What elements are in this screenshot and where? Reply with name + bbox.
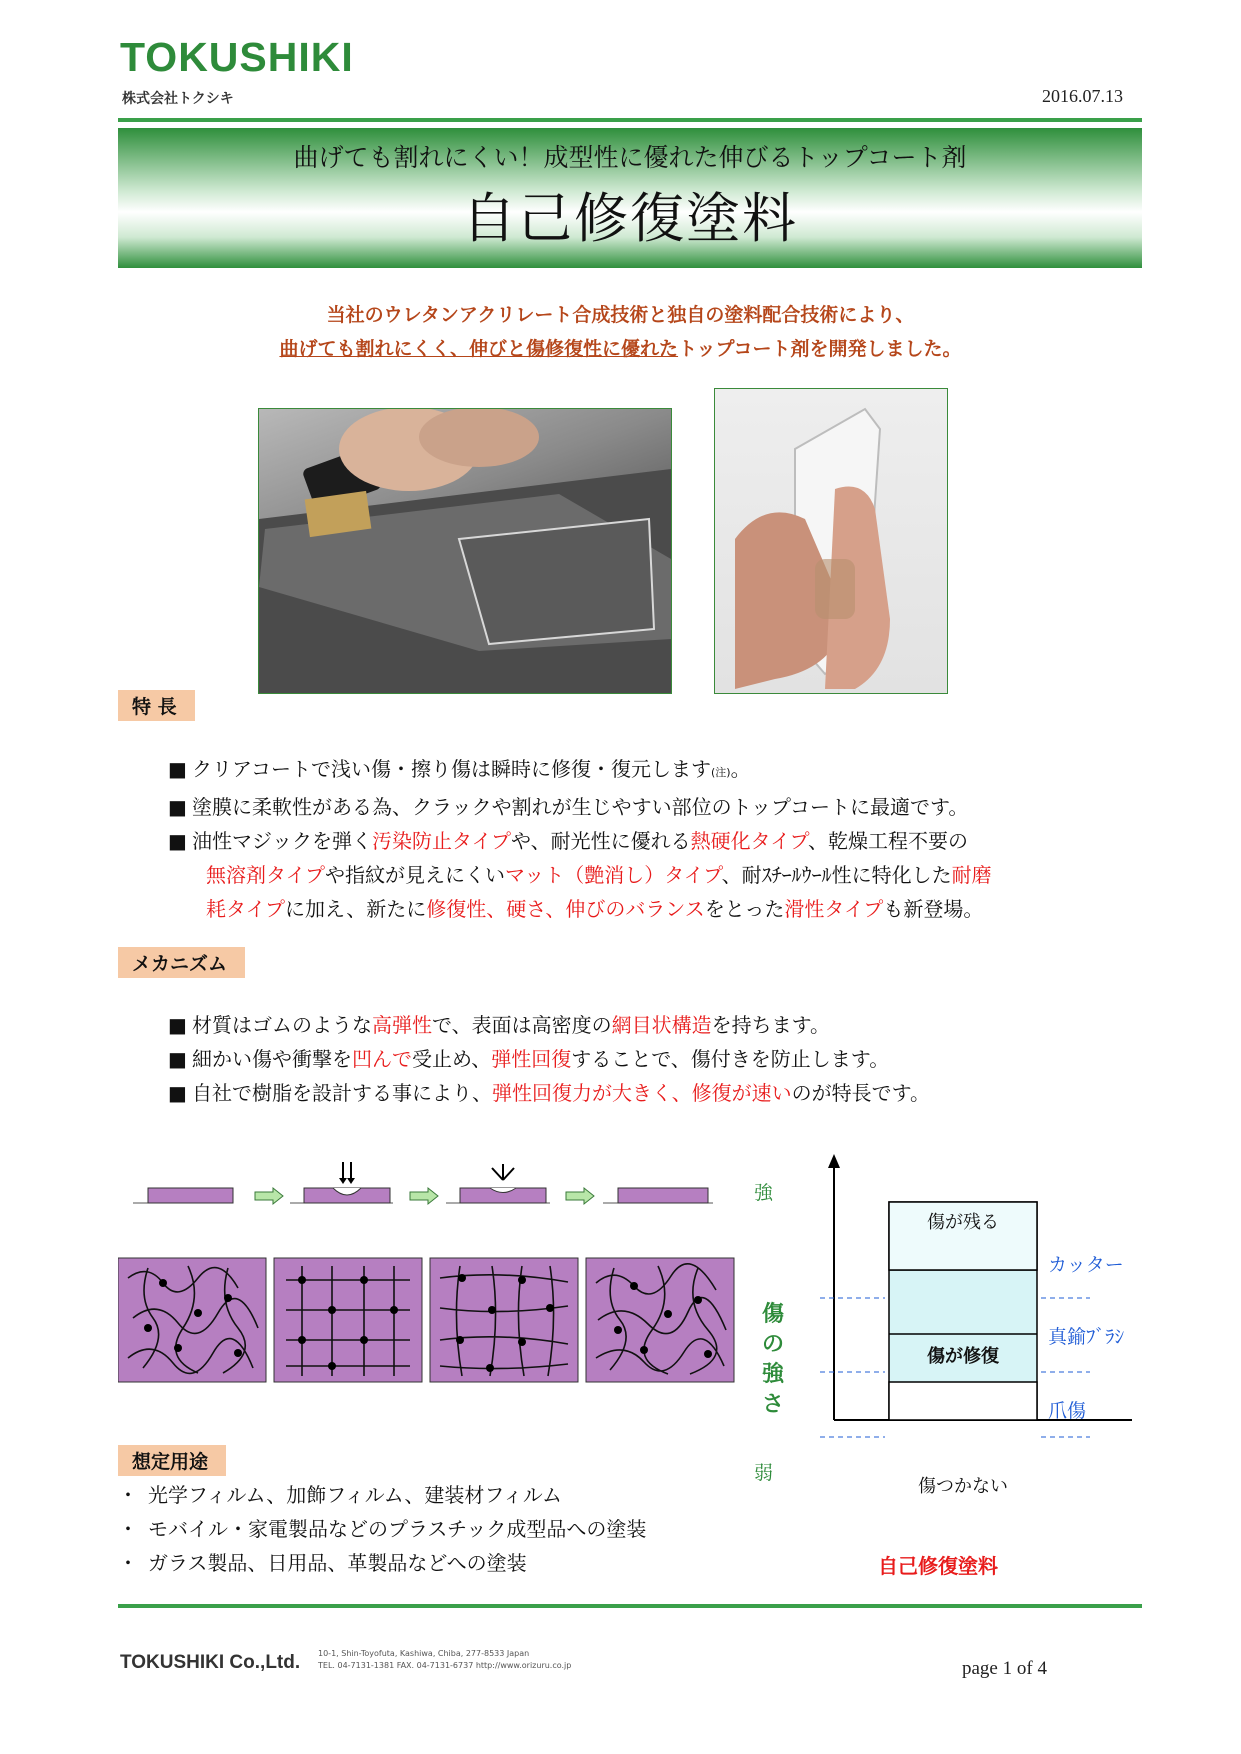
bullet: ・ (118, 1517, 138, 1541)
highlight-text: 凹んで (352, 1047, 412, 1071)
category-nail: 爪傷 (1048, 1400, 1087, 1422)
highlight-text: 高弾性 (372, 1013, 432, 1037)
usage-list (118, 1478, 646, 1580)
box-scratch-remains: 傷が残る (927, 1212, 999, 1233)
usage-heading: 想定用途 (118, 1445, 226, 1476)
axis-label-char: 傷 (762, 1302, 785, 1327)
body-text: を持ちます。 (711, 1013, 831, 1037)
features-heading: 特 長 (118, 690, 195, 721)
body-text: をとった (704, 897, 785, 921)
bullet: ・ (118, 1483, 138, 1507)
box-no-scratch: 傷つかない (918, 1476, 1008, 1497)
banner-title: 自己修復塗料 (462, 187, 798, 250)
bullet: ■ (168, 1047, 187, 1071)
usage-text: 光学フィルム、加飾フィルム、建装材フィルム (148, 1483, 562, 1507)
surface-step-3 (446, 1164, 550, 1203)
body-text: に加え、新たに (285, 897, 427, 921)
highlight-text: 滑性タイプ (784, 897, 884, 921)
box-self-repair: 傷が修復 (927, 1346, 999, 1367)
body-text: 材質はゴムのような (192, 1013, 372, 1037)
feature-text: 塗膜に柔軟性がある為、クラックや割れが生じやすい部位のトップコートに最適です。 (192, 795, 969, 819)
mechanism-item-1 (168, 1008, 930, 1042)
bullet: ■ (168, 1013, 187, 1037)
lead-line-2 (0, 334, 1241, 361)
feature-text: クリアコートで浅い傷・擦り傷は瞬時に修復・復元します (192, 757, 711, 781)
title-banner (118, 128, 1142, 268)
bullet: ■ (168, 795, 187, 819)
strength-axis-label (762, 1300, 784, 1420)
usage-text: ガラス製品、日用品、革製品などへの塗装 (148, 1551, 527, 1575)
feature-item-2 (168, 790, 992, 824)
network-grid (274, 1258, 422, 1382)
document-date: 2016.07.13 (1042, 86, 1123, 106)
body-text: 細かい傷や衝撃を (192, 1047, 352, 1071)
usage-item-3 (118, 1546, 646, 1580)
bullet: ■ (168, 757, 187, 781)
chart-caption: 自己修復塗料 (878, 1554, 998, 1578)
bent-case-photo (714, 388, 948, 694)
body-text: や指紋が見えにくい (325, 863, 505, 887)
feature-item-1 (168, 752, 992, 790)
note-mark: (注) (711, 766, 731, 779)
contact-line: TEL. 04-7131-1381 FAX. 04-7131-6737 http://www.orizuru.co.jp (318, 1661, 572, 1670)
body-text: や、耐光性に優れる (511, 829, 691, 853)
category-brass-brush: 真鍮ﾌﾞﾗｼ (1048, 1326, 1125, 1348)
arrow-up-icon (828, 1154, 840, 1168)
highlight-text: 無溶剤タイプ (206, 863, 325, 887)
body-text: することで、傷付きを防止します。 (571, 1047, 890, 1071)
mechanism-text (192, 1013, 830, 1037)
body-text: のが特長です。 (791, 1081, 931, 1105)
body-text: 自社で樹脂を設計する事により、 (192, 1081, 492, 1105)
usage-text: モバイル・家電製品などのプラスチック成型品への塗装 (148, 1517, 647, 1541)
axis-label-char: さ (762, 1392, 785, 1417)
mechanism-text (192, 1047, 889, 1071)
lead-line-1: 当社のウレタンアクリレート合成技術と独自の塗料配合技術により、 (326, 304, 915, 326)
feature-item-3 (168, 824, 992, 858)
footer-address (318, 1648, 571, 1672)
body-text: も新登場。 (883, 897, 984, 921)
usage-item-2 (118, 1512, 646, 1546)
address-line: 10-1, Shin-Toyofuta, Kashiwa, Chiba, 277-8533 Japan (318, 1649, 530, 1658)
mechanism-text (192, 1081, 930, 1105)
highlight-text: 耗タイプ (206, 897, 285, 921)
arrow-right-icon (410, 1188, 438, 1204)
header-rule (118, 118, 1142, 122)
feature-end: 。 (730, 757, 751, 781)
mechanism-item-3 (168, 1076, 930, 1110)
mechanism-list (168, 1008, 930, 1110)
feature-text-line-1 (192, 829, 968, 853)
network-recovered (586, 1258, 734, 1382)
strong-label: 強 (754, 1182, 774, 1204)
feature-text-line-3 (168, 892, 992, 926)
feature-text-line-2 (168, 858, 992, 892)
highlight-text: 汚染防止タイプ (372, 829, 511, 853)
company-logo: TOKUSHIKI (120, 34, 354, 80)
category-cutter: カッター (1048, 1254, 1124, 1276)
lead-line-2-underlined: 曲げても割れにくく、伸びと傷修復性に優れた (279, 338, 679, 360)
footer-rule (118, 1604, 1142, 1608)
highlight-text: 熱硬化タイプ (690, 829, 809, 853)
highlight-text: 弾性回復 (491, 1047, 572, 1071)
usage-item-1 (118, 1478, 646, 1512)
highlight-text: 耐磨 (951, 863, 992, 887)
highlight-text: マット（艶消し）タイプ (505, 863, 722, 887)
surface-step-2 (290, 1162, 393, 1203)
mechanism-item-2 (168, 1042, 930, 1076)
arrow-right-icon (566, 1188, 594, 1204)
highlight-text: 修復性、硬さ、伸びのバランス (426, 897, 705, 921)
mechanism-diagram (118, 1150, 748, 1450)
body-text: 、乾燥工程不要の (808, 829, 969, 853)
banner-subtitle: 曲げても割れにくい！成型性に優れた伸びるトップコート剤 (293, 143, 967, 172)
axis-label-char: の (762, 1332, 785, 1357)
mechanism-heading: メカニズム (118, 947, 245, 978)
weak-label: 弱 (754, 1462, 774, 1484)
footer-logo: TOKUSHIKI Co.,Ltd. (120, 1652, 301, 1673)
network-stretched (430, 1258, 578, 1382)
body-text: 油性マジックを弾く (192, 829, 372, 853)
bullet: ・ (118, 1551, 138, 1575)
surface-step-4 (603, 1188, 713, 1203)
bullet: ■ (168, 829, 187, 853)
body-text: で、表面は高密度の (432, 1013, 612, 1037)
company-name-jp: 株式会社トクシキ (122, 91, 234, 107)
highlight-text: 弾性回復力が大きく、修復が速い (492, 1081, 792, 1105)
body-text: 、耐ｽﾁｰﾙｳｰﾙ性に特化した (721, 863, 952, 887)
page-number: page 1 of 4 (962, 1658, 1047, 1679)
features-list (168, 752, 992, 926)
lead-line-2-rest: トップコート剤を開発しました。 (678, 338, 962, 360)
strength-chart (820, 1150, 1140, 1450)
arrow-right-icon (255, 1188, 283, 1204)
highlight-text: 網目状構造 (611, 1013, 712, 1037)
network-tangled (118, 1258, 266, 1382)
brush-test-photo (258, 408, 672, 694)
surface-step-1 (133, 1188, 233, 1203)
axis-label-char: 強 (762, 1362, 785, 1387)
body-text: 受止め、 (412, 1047, 492, 1071)
bullet: ■ (168, 1081, 187, 1105)
